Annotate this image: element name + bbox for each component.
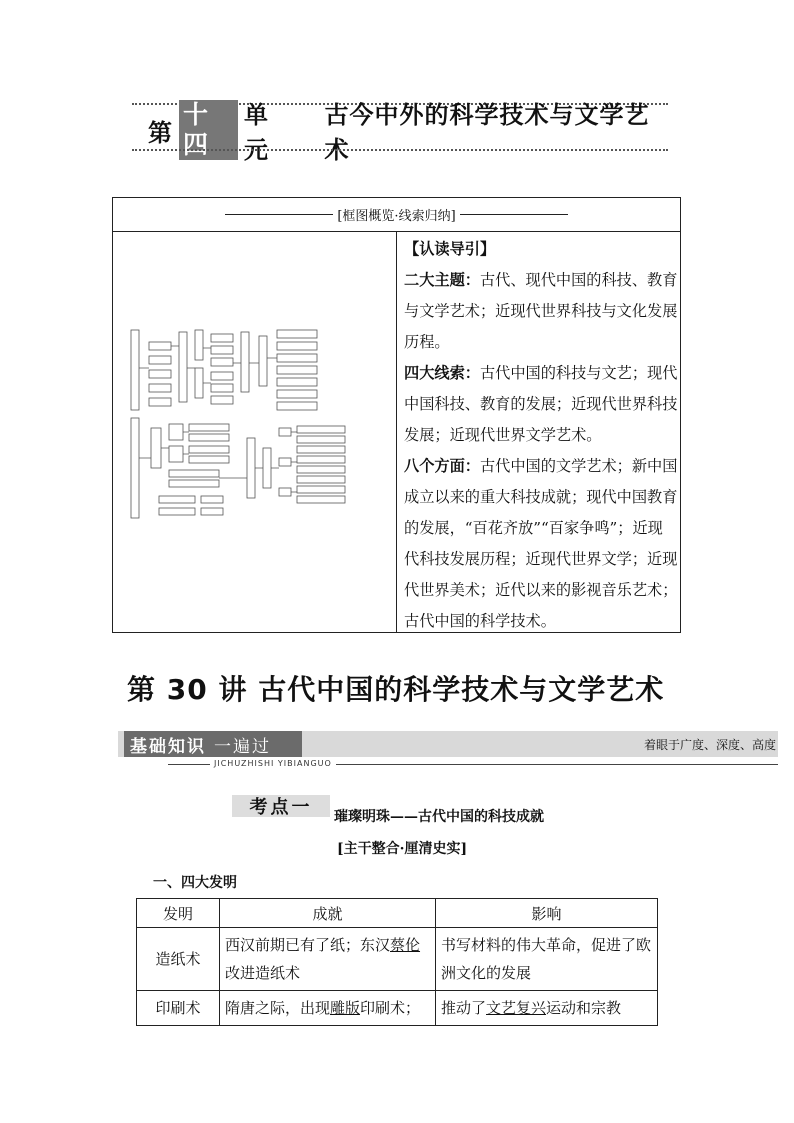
table-cell-achievement: 隋唐之际，出现雕版印刷术；: [220, 991, 436, 1026]
framework-header: [113, 198, 680, 232]
table-header-row: [137, 899, 658, 928]
framework-diagram: [129, 328, 379, 528]
section-heading: 一、四大发明: [153, 875, 237, 891]
table-row: [137, 991, 658, 1026]
guide-aspects: 八个方面：古代中国的文学艺术；新中国成立以来的重大科技成就；现代中国教育的发展，“百花齐放”“百家争鸣”；近现代科技发展历程；近现代世界文学；近现代世界美术；近代以来的影视音乐艺术；古代中国的科学技术。: [404, 457, 678, 630]
table-header: 成就: [220, 899, 436, 928]
framework-box: [112, 197, 681, 633]
table-cell-influence: 书写材料的伟大革命，促进了欧洲文化的发展: [436, 928, 658, 991]
table-cell-influence: 推动了文艺复兴运动和宗教: [436, 991, 658, 1026]
guide-themes: 二大主题：古代、现代中国的科技、教育与文学艺术；近现代世界科技与文化发展历程。: [404, 271, 678, 351]
unit-title: [148, 100, 668, 164]
kaodian-subtitle: [主干整合·厘清史实]: [337, 841, 468, 857]
table-cell-name: 造纸术: [137, 928, 220, 991]
basics-tag: 基础知识 一遍过: [124, 731, 302, 757]
table-row: [137, 928, 658, 991]
lecture-title: 第 30 讲 古代中国的科学技术与文学艺术: [127, 673, 665, 706]
guide-title: 【认读导引】: [404, 240, 496, 258]
unit-prefix: 第: [148, 118, 173, 147]
inventions-table: [136, 898, 658, 1026]
framework-header-text: [框图概览·线索归纳]: [337, 209, 456, 224]
banner-bottom-rule: [132, 149, 668, 151]
table-header: 影响: [436, 899, 658, 928]
unit-name: 古今中外的科学技术与文学艺术: [324, 101, 650, 164]
unit-suffix: 单元: [244, 101, 270, 164]
unit-number: 十四: [179, 100, 238, 160]
basics-pinyin: JICHUZHISHI YIBIANGUO: [210, 759, 336, 768]
kaodian-title: 璀璨明珠——古代中国的科技成就: [334, 809, 544, 825]
guide-clues: 四大线索：古代中国的科技与文艺；现代中国科技、教育的发展；近现代世界科技发展；近现代世界文学艺术。: [404, 364, 678, 444]
table-cell-name: 印刷术: [137, 991, 220, 1026]
table-header: 发明: [137, 899, 220, 928]
kaodian-tag: 考点一: [232, 795, 330, 817]
reading-guide: [404, 234, 678, 637]
table-cell-achievement: 西汉前期已有了纸；东汉蔡伦改进造纸术: [220, 928, 436, 991]
basics-note: 着眼于广度、深度、高度: [643, 738, 776, 752]
